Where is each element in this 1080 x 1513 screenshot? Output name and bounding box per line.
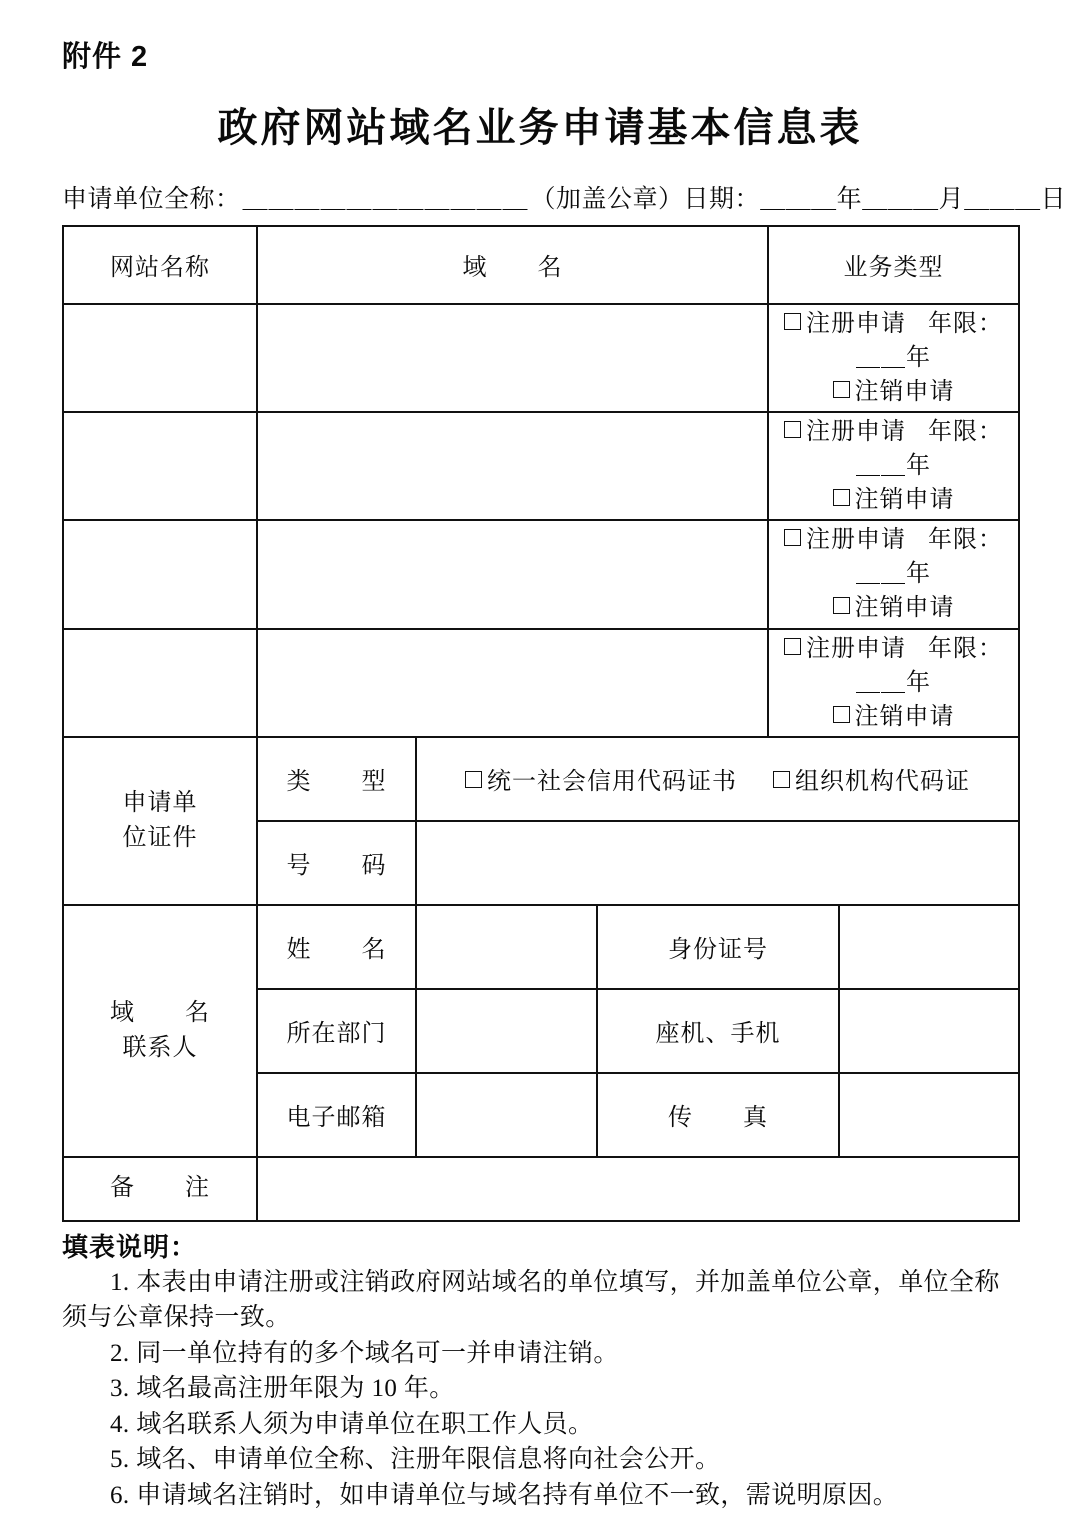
cert-number-label: 号 码 xyxy=(257,821,416,905)
instruction-item-1: 1. 本表由申请注册或注销政府网站域名的单位填写，并加盖单位公章，单位全称须与公章保持一致。 xyxy=(62,1268,1000,1332)
contact-dept-label: 所在部门 xyxy=(257,989,416,1073)
date-label: 日期： xyxy=(683,185,761,213)
contact-email-label: 电子邮箱 xyxy=(257,1073,416,1157)
domain-name-input-2[interactable] xyxy=(257,412,768,520)
site-name-input-3[interactable] xyxy=(63,520,257,628)
checkbox-org-code-icon[interactable] xyxy=(773,771,790,788)
contact-label-line-2: 联系人 xyxy=(122,1034,198,1061)
table-row xyxy=(63,520,1019,628)
cancel-label: 注销申请 xyxy=(854,703,955,730)
contact-name-row xyxy=(63,905,1019,989)
cert-number-input[interactable] xyxy=(416,821,1019,905)
site-name-input-2[interactable] xyxy=(63,412,257,520)
checkbox-cancel-icon[interactable] xyxy=(833,381,850,398)
checkbox-register-icon[interactable] xyxy=(784,638,801,655)
remark-label: 备 注 xyxy=(63,1157,257,1221)
checkbox-register-icon[interactable] xyxy=(784,421,801,438)
table-header-row xyxy=(63,226,1019,304)
checkbox-cancel-icon[interactable] xyxy=(833,706,850,723)
contact-phone-label: 座机、手机 xyxy=(597,989,839,1073)
contact-fax-label: 传 真 xyxy=(597,1073,839,1157)
checkbox-cancel-icon[interactable] xyxy=(833,489,850,506)
site-name-input-1[interactable] xyxy=(63,304,257,412)
contact-section-label xyxy=(63,905,257,1157)
contact-name-label: 姓 名 xyxy=(257,905,416,989)
register-label: 注册申请 xyxy=(806,527,907,554)
cancel-label: 注销申请 xyxy=(854,378,955,405)
remark-row xyxy=(63,1157,1019,1221)
seal-note: （加盖公章） xyxy=(530,185,684,213)
term-value[interactable]: ＿＿年 xyxy=(856,344,932,371)
applicant-unit-blank[interactable]: ＿＿＿＿＿＿＿＿＿＿＿ xyxy=(242,185,529,213)
term-label: 年限： xyxy=(928,419,1004,446)
instruction-item-3: 3. 域名最高注册年限为 10 年。 xyxy=(110,1375,455,1403)
register-label: 注册申请 xyxy=(806,419,907,446)
contact-dept-input[interactable] xyxy=(416,989,597,1073)
cert-label-line-2: 位证件 xyxy=(122,824,198,851)
domain-name-input-3[interactable] xyxy=(257,520,768,628)
business-type-cell-2[interactable] xyxy=(768,412,1019,520)
cert-type-label: 类 型 xyxy=(257,737,416,821)
term-label: 年限： xyxy=(928,527,1004,554)
register-label: 注册申请 xyxy=(806,635,907,662)
cancel-label: 注销申请 xyxy=(854,595,955,622)
checkbox-credit-code-icon[interactable] xyxy=(465,771,482,788)
table-row xyxy=(63,304,1019,412)
table-row xyxy=(63,629,1019,737)
term-label: 年限： xyxy=(928,635,1004,662)
business-type-cell-1[interactable] xyxy=(768,304,1019,412)
cert-type-options[interactable] xyxy=(416,737,1019,821)
contact-name-input[interactable] xyxy=(416,905,597,989)
instruction-item-2: 2. 同一单位持有的多个域名可一并申请注销。 xyxy=(110,1339,619,1367)
term-label: 年限： xyxy=(928,310,1004,337)
instruction-item-4: 4. 域名联系人须为申请单位在职工作人员。 xyxy=(110,1410,594,1438)
instructions-title: 填表说明： xyxy=(62,1231,198,1262)
date-value-blank[interactable]: ＿＿＿年＿＿＿月＿＿＿日 xyxy=(760,185,1067,213)
business-type-cell-3[interactable] xyxy=(768,520,1019,628)
contact-id-label: 身份证号 xyxy=(597,905,839,989)
cert-section-label xyxy=(63,737,257,905)
cert-label-line-1: 申请单 xyxy=(122,789,198,816)
applicant-header-line xyxy=(62,179,1067,215)
site-name-input-4[interactable] xyxy=(63,629,257,737)
header-domain-name: 域 名 xyxy=(257,226,768,304)
cert-type-row xyxy=(63,737,1019,821)
cert-option-credit-code: 统一社会信用代码证书 xyxy=(487,769,738,796)
applicant-unit-label: 申请单位全称： xyxy=(62,185,241,213)
contact-email-input[interactable] xyxy=(416,1073,597,1157)
contact-fax-input[interactable] xyxy=(839,1073,1019,1157)
checkbox-register-icon[interactable] xyxy=(784,313,801,330)
contact-phone-input[interactable] xyxy=(839,989,1019,1073)
form-instructions xyxy=(62,1230,1018,1513)
attachment-label: 附件 2 xyxy=(62,41,149,73)
cancel-label: 注销申请 xyxy=(854,487,955,514)
domain-name-input-1[interactable] xyxy=(257,304,768,412)
remark-input[interactable] xyxy=(257,1157,1019,1221)
term-value[interactable]: ＿＿年 xyxy=(856,669,932,696)
term-value[interactable]: ＿＿年 xyxy=(856,453,932,480)
register-label: 注册申请 xyxy=(806,310,907,337)
application-form-table xyxy=(62,225,1020,1222)
table-row xyxy=(63,412,1019,520)
checkbox-cancel-icon[interactable] xyxy=(833,597,850,614)
page-title: 政府网站域名业务申请基本信息表 xyxy=(217,105,863,150)
contact-label-line-1: 域 名 xyxy=(110,999,210,1026)
header-business-type: 业务类型 xyxy=(768,226,1019,304)
cert-option-org-code: 组织机构代码证 xyxy=(795,769,971,796)
contact-id-input[interactable] xyxy=(839,905,1019,989)
term-value[interactable]: ＿＿年 xyxy=(856,561,932,588)
instruction-item-5: 5. 域名、申请单位全称、注册年限信息将向社会公开。 xyxy=(110,1446,721,1474)
business-type-cell-4[interactable] xyxy=(768,629,1019,737)
instruction-item-6: 6. 申请域名注销时，如申请单位与域名持有单位不一致，需说明原因。 xyxy=(110,1481,899,1509)
checkbox-register-icon[interactable] xyxy=(784,529,801,546)
domain-name-input-4[interactable] xyxy=(257,629,768,737)
header-site-name: 网站名称 xyxy=(63,226,257,304)
